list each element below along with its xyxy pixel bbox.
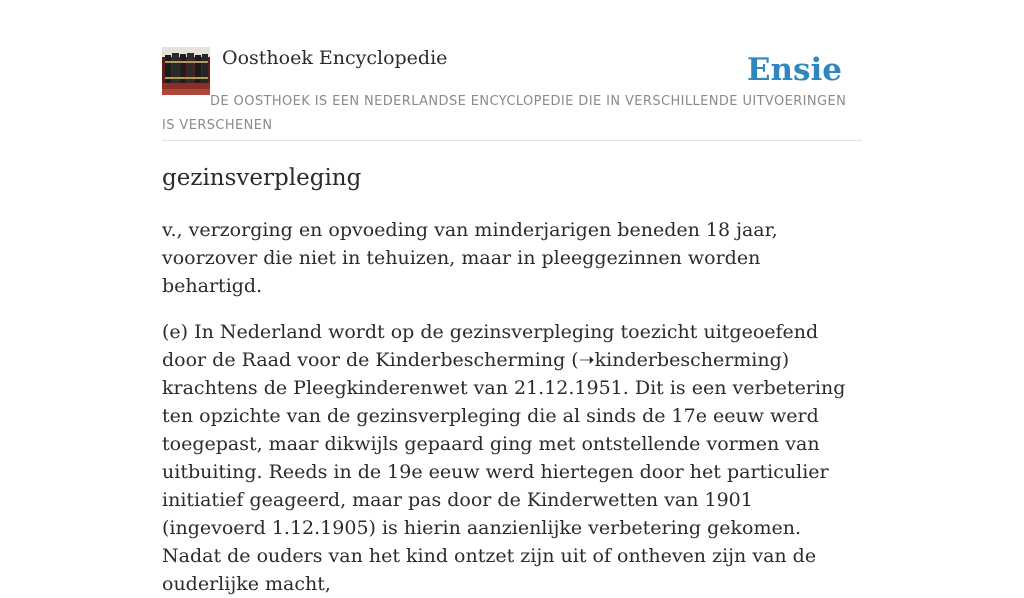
site-header	[162, 46, 862, 141]
site-tagline: DE OOSTHOEK IS EEN NEDERLANDSE ENCYCLOPEDIE DIE IN VERSCHILLENDE UITVOERINGEN IS VERSCHENEN	[162, 94, 847, 133]
brand-logo-text[interactable]: Ensie	[746, 52, 842, 88]
definition-paragraph: v., verzorging en opvoeding van minderjarigen beneden 18 jaar, voorzover die niet in tehuizen, maar in pleeggezinnen worden behartigd.	[162, 219, 778, 297]
encyclopedia-books-icon	[162, 47, 210, 95]
site-title[interactable]: Oosthoek Encyclopedie	[222, 47, 448, 69]
site-avatar[interactable]	[162, 47, 210, 95]
entry-title: gezinsverpleging	[162, 165, 362, 191]
article	[162, 160, 862, 598]
body-paragraph: (e) In Nederland wordt op de gezinsverpleging toezicht uitgeoefend door de Raad voor de Kinderbescherming (➝kinderbescherming) krachtens de Pleegkinderenwet van 21.12.1951. Dit is een verbetering ten opzichte van de gezinsverpleging die al sinds de 17e eeuw werd toegepast, maar dikwijls gepaard ging met ontstellende vormen van uitbuiting. Reeds in de 19e eeuw werd hiertegen door het particulier initiatief geageerd, maar pas door de Kinderwetten van 1901 (ingevoerd 1.12.1905) is hierin aanzienlijke verbetering gekomen. Nadat de ouders van het kind ontzet zijn uit of ontheven zijn van de ouderlijke macht,	[162, 321, 846, 595]
